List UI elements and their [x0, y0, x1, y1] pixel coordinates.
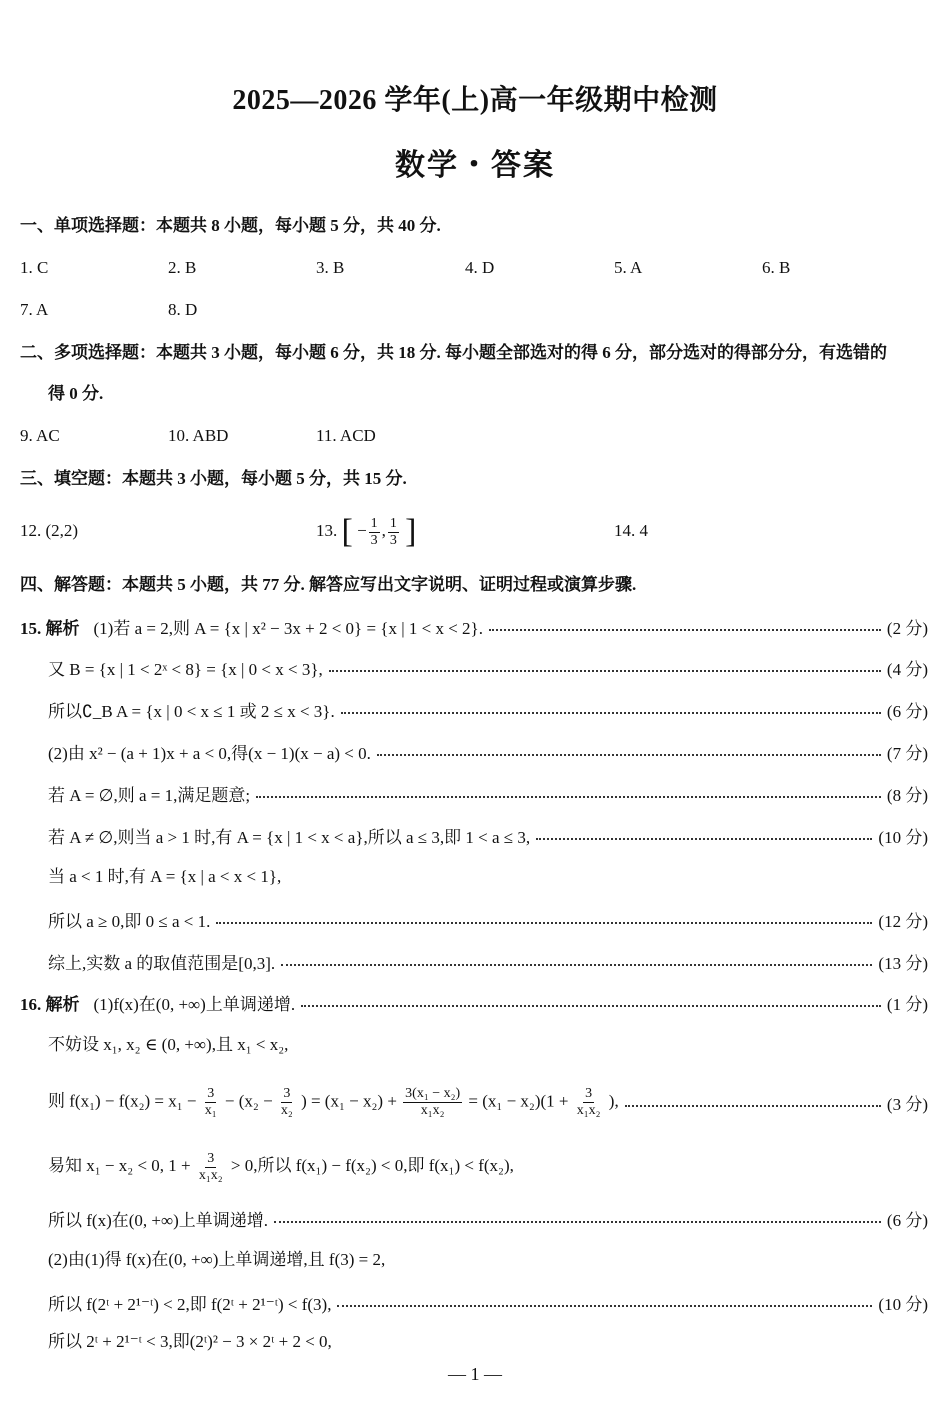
dotted-leader — [281, 964, 872, 966]
q15-text: 若 A ≠ ∅,则当 a > 1 时,有 A = {x | 1 < x < a},所以 a ≤ 3,即 1 < a ≤ 3, — [48, 827, 531, 847]
q16-text: 所以 f(2ᵗ + 2¹⁻ᵗ) < 2,即 f(2ᵗ + 2¹⁻ᵗ) < f(3), — [48, 1294, 332, 1314]
score: (13 分) — [878, 953, 928, 973]
dotted-leader — [337, 1305, 872, 1307]
answer-6: 6. B — [762, 258, 791, 277]
q15-text: 又 B = {x | 1 < 2ˣ < 8} = {x | 0 < x < 3}, — [48, 659, 323, 679]
q16-text: 所以 f(x)在(0, +∞)上单调递增. — [48, 1210, 269, 1230]
answer-13-label: 13. — [316, 521, 338, 540]
answer-1: 1. C — [20, 258, 49, 277]
q16-line1 — [20, 988, 928, 1016]
bracket-close: ] — [405, 513, 417, 551]
dotted-leader — [274, 1221, 881, 1223]
expr: = (x₁ − x₂)(1 + — [468, 1090, 569, 1110]
q15-text: (1)若 a = 2,则 A = {x | x² − 3x + 2 < 0} = {x | 1 < x < 2}. — [93, 618, 483, 638]
score: (1 分) — [886, 994, 928, 1014]
frac-den: x₁x₂ — [198, 1167, 223, 1183]
exam-title: 2025—2026 学年(上)高一年级期中检测 — [232, 85, 718, 116]
section1-heading: 一、单项选择题：本题共 8 小题，每小题 5 分，共 40 分. — [20, 216, 441, 235]
expr: 易知 x₁ − x₂ < 0, 1 + — [48, 1156, 191, 1175]
frac-num: 1 — [389, 515, 397, 531]
comma: , — [381, 521, 386, 540]
fraction-one-third-a — [369, 516, 380, 549]
expr: > 0,所以 f(x₁) − f(x₂) < 0,即 f(x₁) < f(x₂), — [230, 1156, 514, 1175]
fraction — [279, 1086, 295, 1119]
fraction — [403, 1086, 462, 1119]
section2-heading-cont: 得 0 分. — [48, 384, 104, 403]
q15-text: 若 A = ∅,则 a = 1,满足题意; — [48, 785, 251, 805]
dotted-leader — [377, 754, 881, 756]
answer-3: 3. B — [316, 258, 345, 277]
q16-line7 — [48, 1288, 928, 1316]
dotted-leader — [301, 1005, 881, 1007]
frac-num: 3 — [585, 1085, 593, 1101]
q15-line1 — [20, 612, 928, 640]
q16-line2: 不妨设 x₁, x₂ ∈ (0, +∞),且 x₁ < x₂, — [48, 1035, 289, 1054]
q16-label: 16. 解析 — [20, 994, 80, 1014]
dotted-leader — [256, 796, 881, 798]
score: (10 分) — [878, 827, 928, 847]
score: (4 分) — [886, 659, 928, 679]
q16-line4 — [48, 1146, 514, 1186]
frac-den: x₂ — [280, 1102, 293, 1118]
q15-line8 — [48, 905, 928, 933]
q15-line9 — [48, 947, 928, 975]
score: (7 分) — [886, 743, 928, 763]
answer-4: 4. D — [465, 258, 495, 277]
answer-7: 7. A — [20, 300, 49, 319]
dotted-leader — [489, 629, 881, 631]
section4-heading: 四、解答题：本题共 5 小题，共 77 分. 解答应写出文字说明、证明过程或演算步骤. — [20, 575, 637, 594]
dotted-leader — [329, 670, 881, 672]
expr: ), — [608, 1090, 619, 1110]
score: (10 分) — [878, 1294, 928, 1314]
frac-den: 3 — [389, 532, 397, 548]
bracket-open: [ — [341, 513, 353, 551]
answer-9: 9. AC — [20, 426, 60, 445]
q15-text: (2)由 x² − (a + 1)x + a < 0,得(x − 1)(x − a) < 0. — [48, 743, 371, 763]
answer-14: 14. 4 — [614, 521, 648, 540]
frac-den: x₁ — [204, 1102, 217, 1118]
fraction-one-third-b — [388, 516, 399, 549]
exam-subtitle: 数学・答案 — [395, 149, 555, 182]
minus-sign: − — [357, 521, 367, 540]
frac-num: 1 — [370, 515, 378, 531]
q15-text: 所以∁_B A = {x | 0 < x ≤ 1 或 2 ≤ x < 3}. — [48, 701, 335, 721]
q15-text: 综上,实数 a 的取值范围是[0,3]. — [48, 953, 276, 973]
answer-5: 5. A — [614, 258, 643, 277]
score: (6 分) — [886, 701, 928, 721]
q15-line2 — [48, 653, 928, 681]
frac-den: x₁x₂ — [576, 1102, 601, 1118]
score: (3 分) — [886, 1094, 928, 1114]
q15-label: 15. 解析 — [20, 618, 80, 638]
section3-heading: 三、填空题：本题共 3 小题，每小题 5 分，共 15 分. — [20, 469, 407, 488]
frac-num: 3 — [207, 1150, 215, 1166]
answer-12: 12. (2,2) — [20, 521, 79, 540]
q15-line6 — [48, 821, 928, 849]
frac-den: x₁x₂ — [420, 1102, 445, 1118]
score: (8 分) — [886, 785, 928, 805]
answer-13 — [316, 506, 417, 556]
fraction — [203, 1086, 219, 1119]
q16-text — [48, 1086, 619, 1119]
frac-num: 3 — [283, 1085, 291, 1101]
score: (2 分) — [886, 618, 928, 638]
answer-2: 2. B — [168, 258, 197, 277]
page-number: — 1 — — [448, 1364, 502, 1384]
q16-line3 — [48, 1080, 928, 1124]
expr: − (x₂ − — [224, 1090, 273, 1110]
frac-num: 3(x₁ − x₂) — [405, 1085, 461, 1101]
expr: ) = (x₁ − x₂) + — [301, 1090, 397, 1110]
fraction — [575, 1086, 603, 1119]
score: (12 分) — [878, 911, 928, 931]
frac-num: 3 — [207, 1085, 215, 1101]
dotted-leader — [625, 1105, 881, 1107]
q15-line7: 当 a < 1 时,有 A = {x | a < x < 1}, — [48, 867, 282, 886]
frac-den: 3 — [370, 532, 378, 548]
dotted-leader — [536, 838, 872, 840]
q16-line8: 所以 2ᵗ + 2¹⁻ᵗ < 3,即(2ᵗ)² − 3 × 2ᵗ + 2 < 0, — [48, 1332, 332, 1351]
answer-11: 11. ACD — [316, 426, 376, 445]
answer-10: 10. ABD — [168, 426, 229, 445]
dotted-leader — [216, 922, 872, 924]
q16-line5 — [48, 1204, 928, 1232]
dotted-leader — [341, 712, 881, 714]
fraction — [197, 1151, 225, 1184]
q16-line6: (2)由(1)得 f(x)在(0, +∞)上单调递增,且 f(3) = 2, — [48, 1250, 386, 1269]
q16-text: (1)f(x)在(0, +∞)上单调递增. — [93, 994, 296, 1014]
score: (6 分) — [886, 1210, 928, 1230]
q15-text: 所以 a ≥ 0,即 0 ≤ a < 1. — [48, 911, 211, 931]
q15-line5 — [48, 779, 928, 807]
section2-heading: 二、多项选择题：本题共 3 小题，每小题 6 分，共 18 分. 每小题全部选对的得 6 分，部分选对的得部分分，有选错的 — [20, 343, 887, 362]
expr: 则 f(x₁) − f(x₂) = x₁ − — [48, 1090, 197, 1110]
q15-line3 — [48, 695, 928, 723]
q15-line4 — [48, 737, 928, 765]
answer-8: 8. D — [168, 300, 198, 319]
